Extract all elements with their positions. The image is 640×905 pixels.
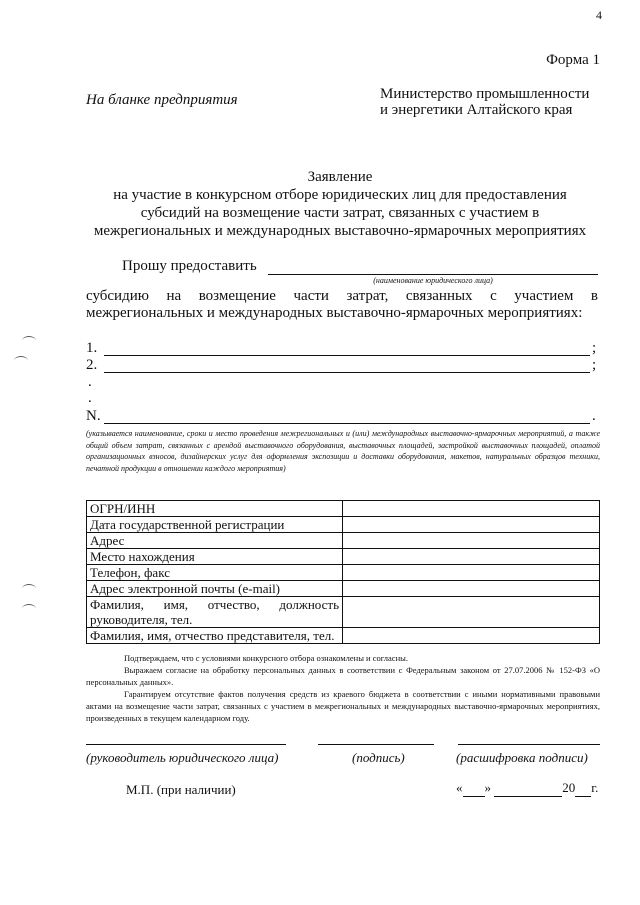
ministry-line: и энергетики Алтайского края <box>380 102 573 118</box>
table-label: ОГРН/ИНН <box>87 501 343 517</box>
table-value[interactable] <box>343 597 600 628</box>
date-line <box>456 780 598 797</box>
list-item-field[interactable] <box>104 342 590 356</box>
list-item-end: ; <box>592 357 597 373</box>
table-row <box>87 549 600 565</box>
table-value[interactable] <box>343 549 600 565</box>
request-label: Прошу предоставить <box>122 258 257 274</box>
day-field[interactable] <box>463 780 485 797</box>
explanation-note: (указывается наименование, сроки и место проведения межрегиональных и (или) международных выставочно-ярмарочных мероприятий, а также общий объем затрат, связанных с арендой выставочного оборудования, выставочных площадей, застройкой выставочных площадей, оплатой организационных взносов, дизайнерских услуг для оформления экспозиции и доставки оборудования, макетов, натуральных образцов техники, печатной продукции в отношении каждого мероприятия) <box>86 429 600 473</box>
list-item-field[interactable] <box>104 359 590 373</box>
list-item-field[interactable] <box>104 410 590 424</box>
document-title <box>60 168 620 240</box>
confirmation-paragraph: Выражаем согласие на обработку персональных данных в соответствии с Федеральным законом от 27.07.2006 № 152-ФЗ «О персональных данных». <box>86 665 600 687</box>
table-label: Место нахождения <box>87 549 343 565</box>
addressee-ministry <box>380 86 620 118</box>
table-label: Адрес электронной почты (e-mail) <box>87 581 343 597</box>
table-row <box>87 628 600 644</box>
signature-label: (подпись) <box>352 750 405 765</box>
list-item-number: 1. <box>86 340 98 356</box>
table-value[interactable] <box>343 533 600 549</box>
title-line: на участие в конкурсном отборе юридических лиц для предоставления <box>113 187 567 203</box>
table-label: Дата государственной регистрации <box>87 517 343 533</box>
subsidy-text-line: межрегиональных и международных выставочно-ярмарочных мероприятиях: <box>86 305 583 321</box>
list-item-number: 2. <box>86 357 98 373</box>
page-number: 4 <box>596 8 602 22</box>
table-label: Фамилия, имя, отчество, должность руководителя, тел. <box>87 597 343 628</box>
table-label: Адрес <box>87 533 343 549</box>
list-item-end: ; <box>592 340 597 356</box>
decoding-line[interactable] <box>458 744 600 745</box>
title-line: субсидий на возмещение части затрат, связанных с участием в <box>140 205 540 221</box>
table-label: Фамилия, имя, отчество представителя, тел. <box>87 628 343 644</box>
company-name-field[interactable] <box>268 260 598 275</box>
confirmation-paragraph: Подтверждаем, что с условиями конкурсного отбора ознакомлены и согласны. <box>124 653 408 663</box>
subsidy-text-line: субсидию на возмещение части затрат, связанных с участием в <box>86 288 598 304</box>
title-line: межрегиональных и международных выставочно-ярмарочных мероприятиях <box>93 223 587 239</box>
table-value[interactable] <box>343 517 600 533</box>
date-close-quote: » <box>484 780 491 795</box>
year-field[interactable] <box>575 780 591 797</box>
decoding-label: (расшифровка подписи) <box>456 750 588 765</box>
head-signature-line[interactable] <box>86 744 286 745</box>
list-item-number: . <box>88 374 92 390</box>
stamp-note: М.П. (при наличии) <box>126 782 236 797</box>
list-item-number: . <box>88 390 92 406</box>
table-row <box>87 533 600 549</box>
table-label: Телефон, факс <box>87 565 343 581</box>
list-item-end: . <box>592 408 596 424</box>
table-row <box>87 597 600 628</box>
date-open-quote: « <box>456 780 463 795</box>
table-value[interactable] <box>343 581 600 597</box>
signature-line[interactable] <box>318 744 434 745</box>
punch-hole-mark <box>22 336 36 345</box>
table-value[interactable] <box>343 501 600 517</box>
company-name-hint: (наименование юридического лица) <box>373 276 493 285</box>
table-value[interactable] <box>343 628 600 644</box>
table-row <box>87 581 600 597</box>
confirmation-paragraph: Гарантируем отсутствие фактов получения средств из краевого бюджета в соответствии с иными нормативными правовыми актами на возмещение части затрат, связанных с участием в межрегиональных и международных выставочно-ярмарочных мероприятиях, произведенных в текущем календарном году. <box>86 689 600 723</box>
title-line: Заявление <box>307 169 373 185</box>
year-suffix: г. <box>591 780 599 795</box>
year-prefix: 20 <box>562 780 576 795</box>
confirmation-text <box>86 652 600 724</box>
punch-hole-mark <box>14 356 28 365</box>
punch-hole-mark <box>22 604 36 613</box>
punch-hole-mark <box>22 584 36 593</box>
applicant-info-table <box>86 500 600 644</box>
table-row <box>87 501 600 517</box>
form-label: Форма 1 <box>546 52 600 68</box>
letterhead-note: На бланке предприятия <box>86 92 238 108</box>
head-label: (руководитель юридического лица) <box>86 750 279 765</box>
list-item-number: N. <box>86 408 101 424</box>
table-row <box>87 565 600 581</box>
ministry-line: Министерство промышленности <box>380 86 590 102</box>
month-field[interactable] <box>494 780 562 797</box>
table-value[interactable] <box>343 565 600 581</box>
table-row <box>87 517 600 533</box>
